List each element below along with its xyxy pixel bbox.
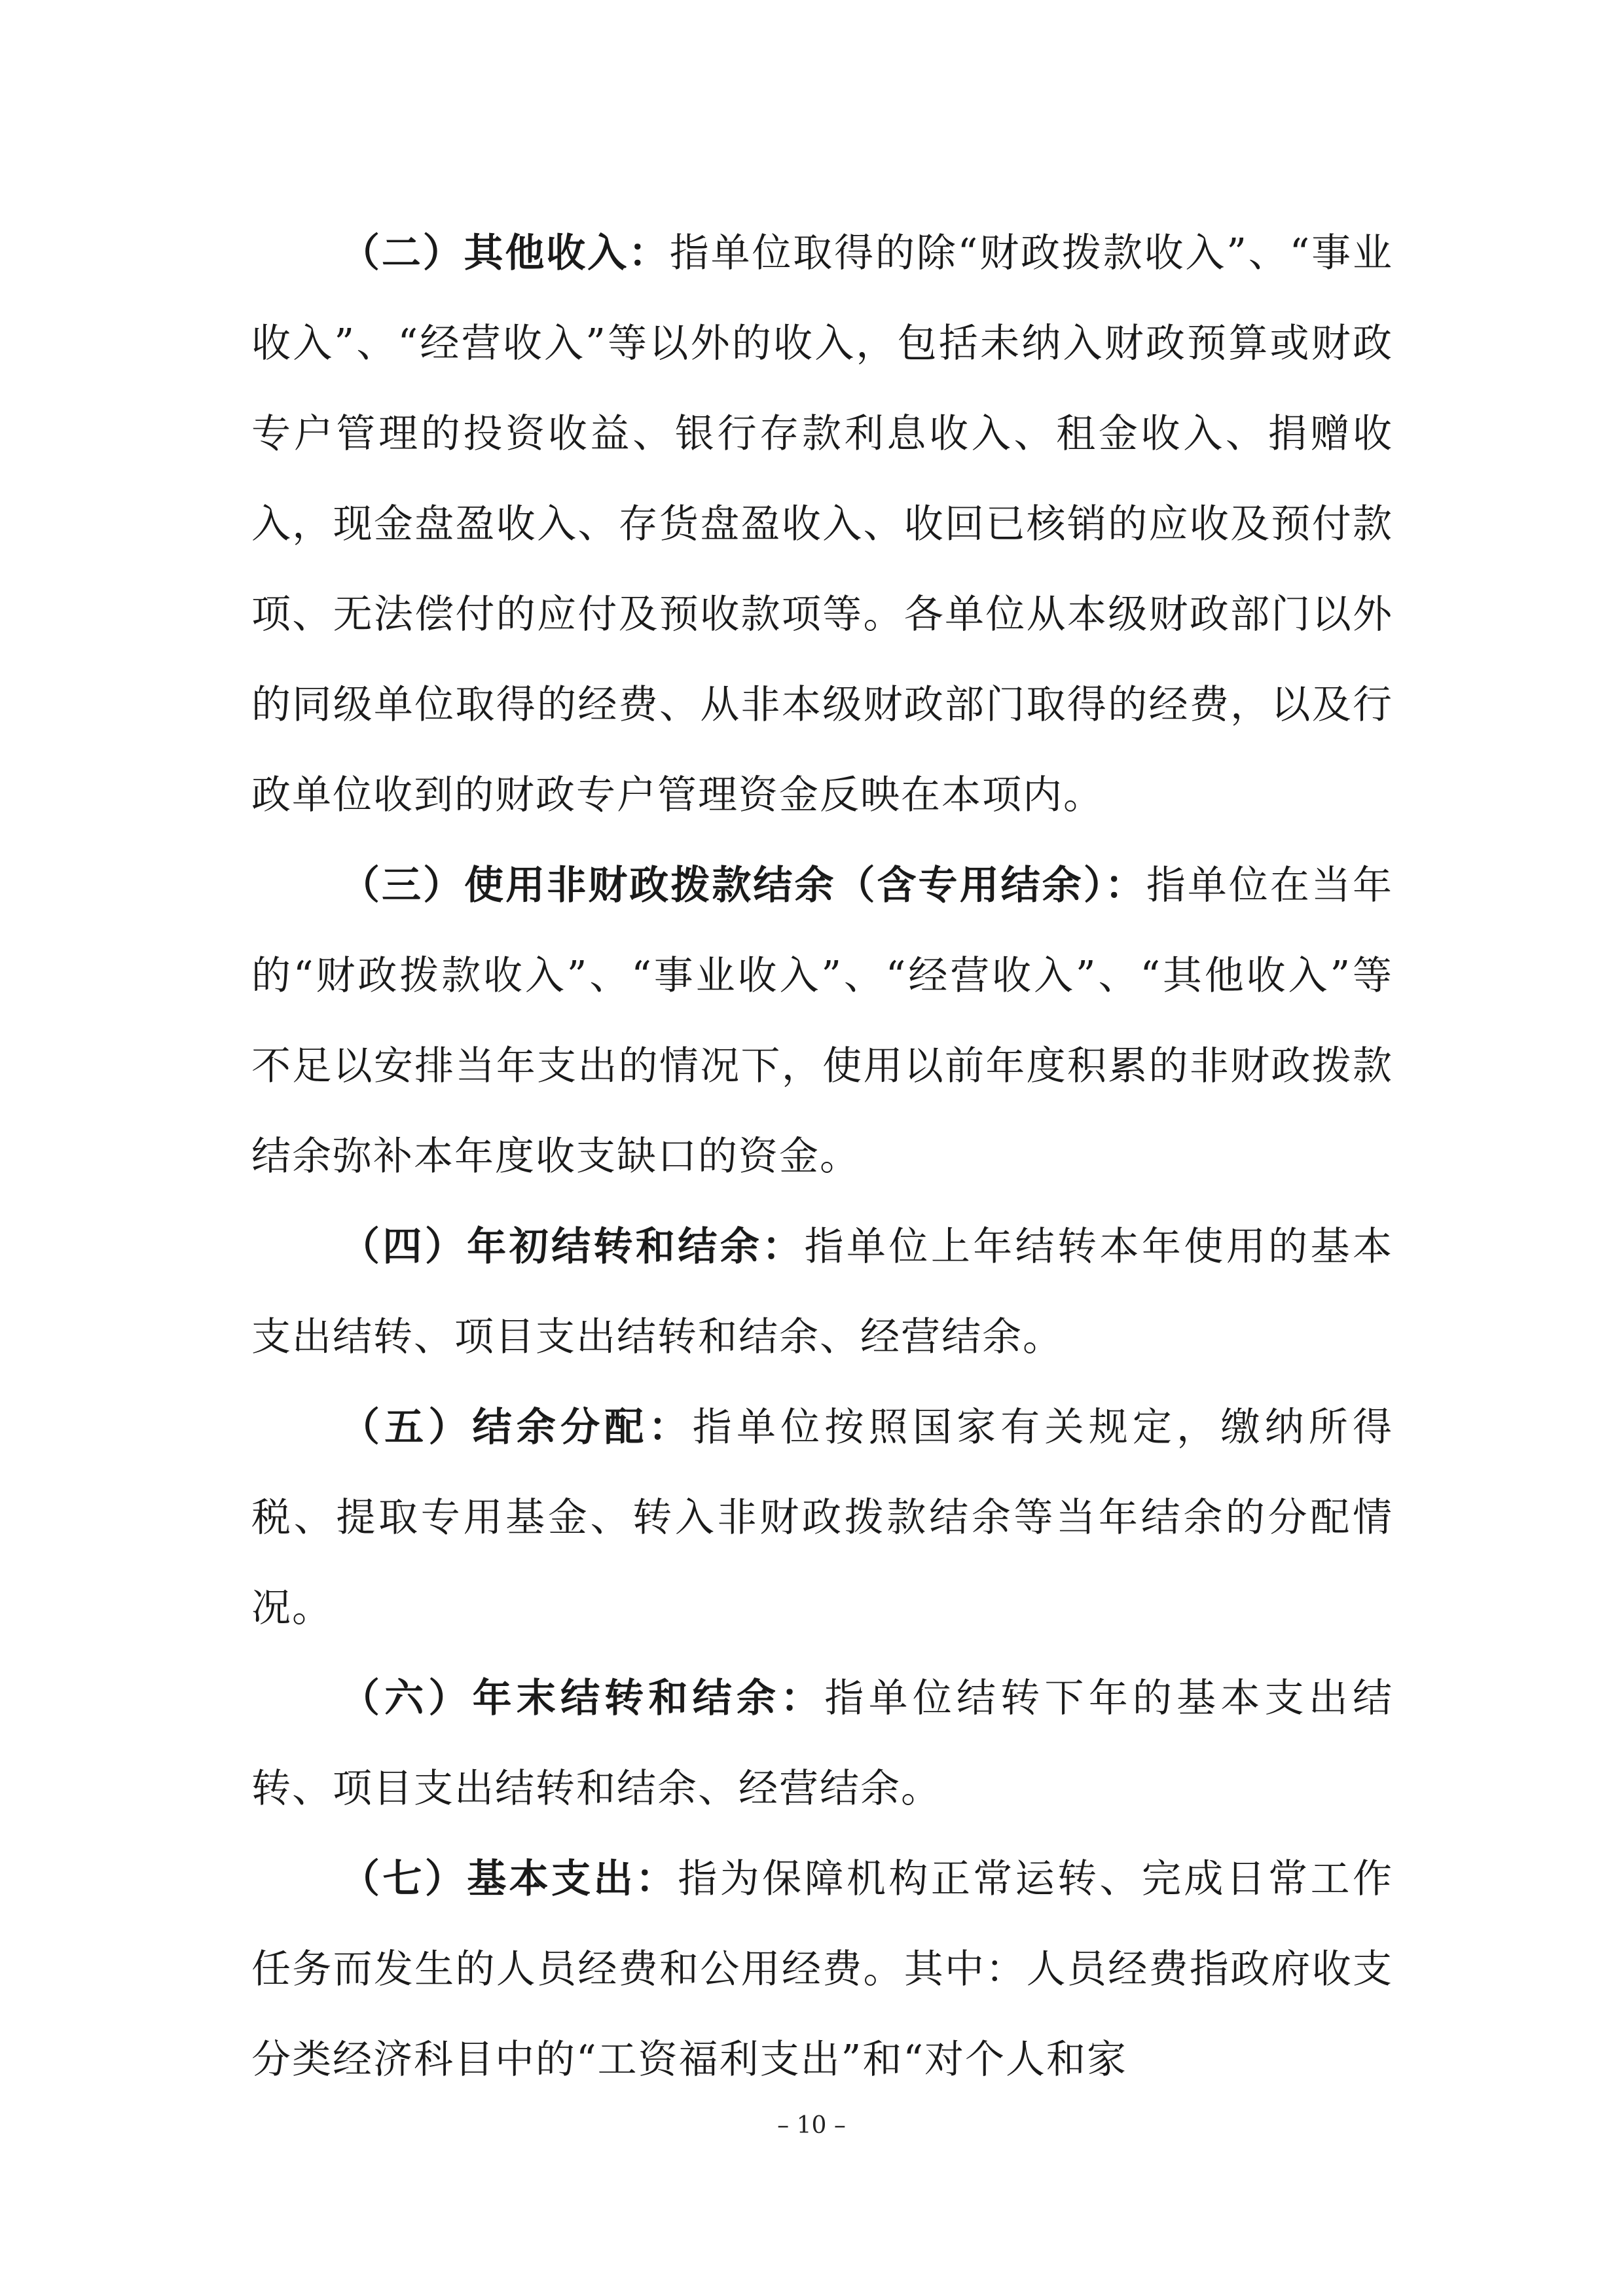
page-number: – 10 – xyxy=(777,2112,846,2139)
paragraph-surplus-distribution xyxy=(251,1382,1393,1653)
paragraph-heading: （二）其他收入： xyxy=(340,230,670,276)
paragraph-heading: （七）基本支出： xyxy=(340,1856,678,1902)
paragraph-non-fiscal-balance xyxy=(251,840,1393,1202)
paragraph-heading: （四）年初结转和结余： xyxy=(340,1224,805,1270)
paragraph-heading: （六）年末结转和结余： xyxy=(340,1676,825,1721)
paragraph-text: 指为保障机构正常运转、完成日常工作任务而发生的人员经费和公用经费。其中：人员经费指政府收支分类经济科目中的“工资福利支出”和“对个人和家 xyxy=(251,1856,1394,2083)
paragraph-text: 指单位在当年的“财政拨款收入”、“事业收入”、“经营收入”、“其他收入”等不足以安排当年支出的情况下，使用以前年度积累的非财政拨款结余弥补本年度收支缺口的资金。 xyxy=(251,863,1394,1179)
paragraph-year-end-carryover xyxy=(251,1653,1393,1834)
paragraph-basic-expenditure xyxy=(251,1834,1393,2105)
paragraph-text: 指单位上年结转本年使用的基本支出结转、项目支出结转和结余、经营结余。 xyxy=(251,1224,1394,1360)
paragraph-text: 指单位按照国家有关规定，缴纳所得税、提取专用基金、转入非财政拨款结余等当年结余的分配情况。 xyxy=(251,1405,1394,1631)
paragraph-other-income xyxy=(251,208,1393,840)
document-body xyxy=(251,208,1393,2105)
paragraph-beginning-carryover xyxy=(251,1202,1393,1382)
paragraph-text: 指单位取得的除“财政拨款收入”、“事业收入”、“经营收入”等以外的收入，包括未纳入财政预算或财政专户管理的投资收益、银行存款利息收入、租金收入、捐赠收入，现金盘盈收入、存货盘盈收入、收回已核销的应收及预付款项、无法偿付的应付及预收款项等。各单位从本级财政部门以外的同级单位取得的经费、从非本级财政部门取得的经费，以及行政单位收到的财政专户管理资金反映在本项内。 xyxy=(251,230,1393,818)
paragraph-text: 指单位结转下年的基本支出结转、项目支出结转和结余、经营结余。 xyxy=(251,1676,1393,1812)
paragraph-heading: （五）结余分配： xyxy=(340,1405,693,1450)
paragraph-heading: （三）使用非财政拨款结余（含专用结余）： xyxy=(340,863,1146,908)
